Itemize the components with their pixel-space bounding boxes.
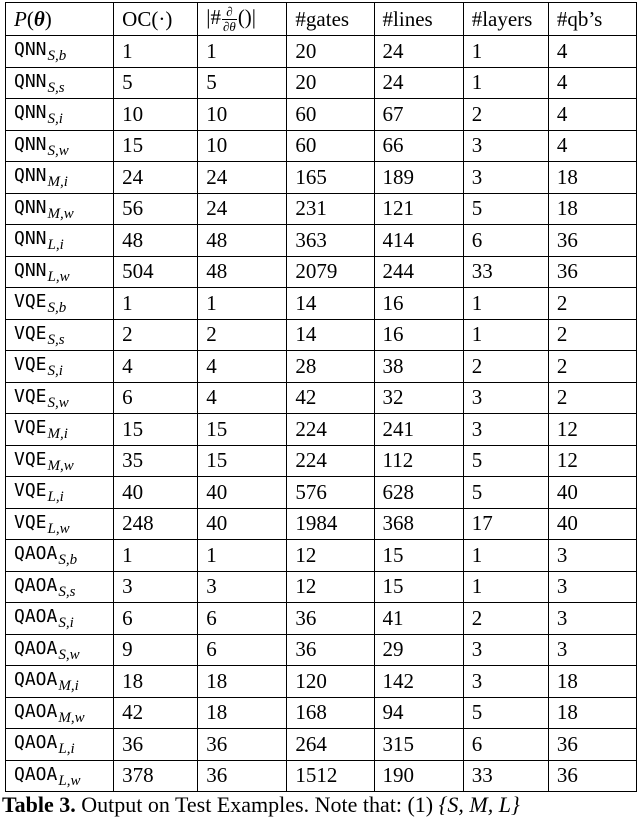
- cell-program: [6, 414, 114, 446]
- cell-program: [6, 540, 114, 572]
- cell-oc: 2: [114, 319, 198, 351]
- cell-lines: 628: [374, 477, 463, 509]
- program-name: QAOA: [14, 700, 58, 722]
- header-derivative-suffix: ()|: [237, 4, 257, 29]
- table-row: [6, 508, 637, 540]
- cell-deriv: 6: [198, 603, 287, 635]
- program-subscript: L,w: [58, 772, 81, 789]
- cell-oc: 35: [114, 445, 198, 477]
- cell-oc: 6: [114, 603, 198, 635]
- cell-deriv: 10: [198, 130, 287, 162]
- header-row: [6, 3, 637, 36]
- cell-program: [6, 67, 114, 99]
- program-name: VQE: [14, 511, 47, 533]
- cell-deriv: 48: [198, 256, 287, 288]
- program-subscript: S,w: [47, 394, 69, 411]
- program-name: QNN: [14, 259, 47, 281]
- cell-gates: 14: [287, 319, 374, 351]
- cell-oc: 36: [114, 729, 198, 761]
- cell-gates: 28: [287, 351, 374, 383]
- program-subscript: S,b: [47, 300, 67, 317]
- header-program-p: P: [14, 6, 27, 31]
- cell-layers: 1: [463, 540, 548, 572]
- cell-gates: 20: [287, 36, 374, 68]
- program-name: QAOA: [14, 732, 58, 754]
- cell-gates: 12: [287, 540, 374, 572]
- cell-deriv: 1: [198, 36, 287, 68]
- cell-qubits: 4: [548, 99, 636, 131]
- cell-layers: 6: [463, 729, 548, 761]
- cell-deriv: 24: [198, 193, 287, 225]
- program-subscript: L,i: [47, 489, 64, 506]
- cell-program: [6, 477, 114, 509]
- cell-oc: 4: [114, 351, 198, 383]
- cell-lines: 24: [374, 36, 463, 68]
- cell-lines: 368: [374, 508, 463, 540]
- header-program-lparen: (: [26, 6, 34, 31]
- cell-deriv: 5: [198, 67, 287, 99]
- program-subscript: S,i: [47, 111, 63, 128]
- cell-lines: 315: [374, 729, 463, 761]
- cell-layers: 1: [463, 36, 548, 68]
- cell-qubits: 18: [548, 697, 636, 729]
- cell-program: [6, 729, 114, 761]
- cell-lines: 24: [374, 67, 463, 99]
- program-name: VQE: [14, 354, 47, 376]
- cell-layers: 17: [463, 508, 548, 540]
- cell-oc: 6: [114, 382, 198, 414]
- cell-oc: 1: [114, 288, 198, 320]
- cell-qubits: 18: [548, 666, 636, 698]
- cell-lines: 244: [374, 256, 463, 288]
- cell-qubits: 2: [548, 351, 636, 383]
- cell-lines: 29: [374, 634, 463, 666]
- cell-program: [6, 193, 114, 225]
- table-row: [6, 256, 637, 288]
- cell-lines: 41: [374, 603, 463, 635]
- partial-fraction: [222, 5, 237, 33]
- cell-program: [6, 697, 114, 729]
- cell-layers: 5: [463, 477, 548, 509]
- cell-program: [6, 225, 114, 257]
- program-subscript: S,i: [47, 363, 63, 380]
- cell-layers: 1: [463, 319, 548, 351]
- cell-lines: 38: [374, 351, 463, 383]
- cell-lines: 121: [374, 193, 463, 225]
- cell-deriv: 2: [198, 319, 287, 351]
- cell-deriv: 3: [198, 571, 287, 603]
- cell-gates: 231: [287, 193, 374, 225]
- header-program-rparen: ): [44, 6, 52, 31]
- results-table: [5, 2, 637, 792]
- cell-qubits: 36: [548, 256, 636, 288]
- cell-lines: 189: [374, 162, 463, 194]
- cell-oc: 56: [114, 193, 198, 225]
- cell-gates: 1984: [287, 508, 374, 540]
- cell-program: [6, 130, 114, 162]
- cell-gates: 363: [287, 225, 374, 257]
- cell-gates: 264: [287, 729, 374, 761]
- cell-gates: 168: [287, 697, 374, 729]
- cell-qubits: 12: [548, 445, 636, 477]
- header-program: [6, 3, 114, 36]
- table-row: [6, 414, 637, 446]
- cell-program: [6, 36, 114, 68]
- cell-layers: 2: [463, 351, 548, 383]
- table-row: [6, 634, 637, 666]
- table-row: [6, 603, 637, 635]
- table-row: [6, 477, 637, 509]
- cell-qubits: 3: [548, 603, 636, 635]
- program-name: QNN: [14, 165, 47, 187]
- cell-qubits: 2: [548, 382, 636, 414]
- cell-deriv: 40: [198, 477, 287, 509]
- cell-program: [6, 382, 114, 414]
- cell-gates: 12: [287, 571, 374, 603]
- cell-program: [6, 760, 114, 792]
- cell-oc: 42: [114, 697, 198, 729]
- cell-program: [6, 288, 114, 320]
- cell-gates: 42: [287, 382, 374, 414]
- cell-qubits: 36: [548, 760, 636, 792]
- cell-qubits: 40: [548, 477, 636, 509]
- cell-lines: 94: [374, 697, 463, 729]
- cell-layers: 5: [463, 445, 548, 477]
- cell-gates: 60: [287, 99, 374, 131]
- cell-qubits: 3: [548, 540, 636, 572]
- header-layers: #layers: [463, 3, 548, 36]
- cell-gates: 165: [287, 162, 374, 194]
- cell-layers: 1: [463, 288, 548, 320]
- cell-deriv: 1: [198, 288, 287, 320]
- cell-deriv: 4: [198, 382, 287, 414]
- cell-deriv: 6: [198, 634, 287, 666]
- table-row: [6, 130, 637, 162]
- cell-gates: 224: [287, 445, 374, 477]
- cell-gates: 20: [287, 67, 374, 99]
- table-row: [6, 351, 637, 383]
- cell-layers: 5: [463, 193, 548, 225]
- cell-layers: 3: [463, 130, 548, 162]
- cell-qubits: 36: [548, 729, 636, 761]
- program-subscript: S,s: [47, 79, 65, 96]
- cell-layers: 33: [463, 760, 548, 792]
- cell-qubits: 40: [548, 508, 636, 540]
- header-program-theta: θ: [33, 6, 45, 31]
- cell-deriv: 15: [198, 445, 287, 477]
- partial-denominator: ∂θ: [223, 18, 236, 34]
- program-subscript: L,i: [47, 237, 64, 254]
- header-lines: #lines: [374, 3, 463, 36]
- cell-program: [6, 445, 114, 477]
- cell-deriv: 24: [198, 162, 287, 194]
- caption-text: Output on Test Examples. Note that: (1): [75, 792, 439, 817]
- partial-numerator: ∂: [222, 5, 237, 20]
- program-name: QAOA: [14, 606, 58, 628]
- program-subscript: S,w: [47, 142, 69, 159]
- header-qubits: #qb’s: [548, 3, 636, 36]
- table-row: [6, 225, 637, 257]
- program-subscript: L,w: [47, 268, 70, 285]
- cell-lines: 241: [374, 414, 463, 446]
- cell-layers: 3: [463, 666, 548, 698]
- table-row: [6, 571, 637, 603]
- table-body: [6, 36, 637, 792]
- cell-oc: 1: [114, 540, 198, 572]
- program-name: QNN: [14, 70, 47, 92]
- cell-layers: 2: [463, 603, 548, 635]
- cell-layers: 3: [463, 414, 548, 446]
- cell-gates: 36: [287, 603, 374, 635]
- cell-layers: 33: [463, 256, 548, 288]
- program-subscript: M,w: [47, 457, 74, 474]
- program-subscript: M,i: [58, 678, 79, 695]
- cell-oc: 9: [114, 634, 198, 666]
- cell-lines: 67: [374, 99, 463, 131]
- cell-lines: 190: [374, 760, 463, 792]
- program-subscript: L,i: [58, 741, 75, 758]
- cell-qubits: 18: [548, 193, 636, 225]
- cell-oc: 3: [114, 571, 198, 603]
- cell-qubits: 36: [548, 225, 636, 257]
- program-name: QNN: [14, 39, 47, 61]
- cell-qubits: 4: [548, 130, 636, 162]
- program-subscript: S,b: [47, 48, 67, 65]
- table-row: [6, 36, 637, 68]
- cell-layers: 1: [463, 67, 548, 99]
- cell-deriv: 10: [198, 99, 287, 131]
- program-subscript: M,w: [58, 709, 85, 726]
- table-row: [6, 445, 637, 477]
- table-row: [6, 760, 637, 792]
- table-caption: [2, 792, 520, 818]
- cell-gates: 2079: [287, 256, 374, 288]
- table-row: [6, 67, 637, 99]
- header-gates: #gates: [287, 3, 374, 36]
- cell-oc: 48: [114, 225, 198, 257]
- cell-deriv: 40: [198, 508, 287, 540]
- program-subscript: M,i: [47, 426, 68, 443]
- program-name: VQE: [14, 322, 47, 344]
- cell-program: [6, 571, 114, 603]
- cell-qubits: 3: [548, 634, 636, 666]
- program-subscript: L,w: [47, 520, 70, 537]
- cell-oc: 24: [114, 162, 198, 194]
- table-row: [6, 382, 637, 414]
- cell-gates: 120: [287, 666, 374, 698]
- cell-deriv: 4: [198, 351, 287, 383]
- cell-deriv: 36: [198, 760, 287, 792]
- program-name: VQE: [14, 291, 47, 313]
- cell-lines: 414: [374, 225, 463, 257]
- caption-label: Table 3.: [2, 792, 76, 817]
- program-name: QAOA: [14, 763, 58, 785]
- program-name: QNN: [14, 133, 47, 155]
- cell-deriv: 1: [198, 540, 287, 572]
- program-name: QNN: [14, 102, 47, 124]
- table-row: [6, 319, 637, 351]
- cell-qubits: 2: [548, 319, 636, 351]
- cell-deriv: 48: [198, 225, 287, 257]
- program-subscript: M,w: [47, 205, 74, 222]
- cell-qubits: 18: [548, 162, 636, 194]
- cell-qubits: 2: [548, 288, 636, 320]
- program-name: VQE: [14, 480, 47, 502]
- program-subscript: S,s: [58, 583, 76, 600]
- program-subscript: S,s: [47, 331, 65, 348]
- program-subscript: S,i: [58, 615, 74, 632]
- cell-oc: 15: [114, 414, 198, 446]
- cell-lines: 16: [374, 288, 463, 320]
- cell-gates: 36: [287, 634, 374, 666]
- header-oc: OC(·): [114, 3, 198, 36]
- cell-program: [6, 508, 114, 540]
- cell-layers: 5: [463, 697, 548, 729]
- program-name: VQE: [14, 385, 47, 407]
- program-subscript: S,w: [58, 646, 80, 663]
- cell-program: [6, 666, 114, 698]
- cell-program: [6, 634, 114, 666]
- caption-math: {S, M, L}: [438, 792, 520, 817]
- cell-oc: 10: [114, 99, 198, 131]
- cell-gates: 1512: [287, 760, 374, 792]
- cell-program: [6, 162, 114, 194]
- table-row: [6, 729, 637, 761]
- cell-deriv: 18: [198, 697, 287, 729]
- cell-oc: 248: [114, 508, 198, 540]
- cell-deriv: 15: [198, 414, 287, 446]
- cell-program: [6, 256, 114, 288]
- cell-layers: 3: [463, 634, 548, 666]
- cell-qubits: 3: [548, 571, 636, 603]
- cell-oc: 5: [114, 67, 198, 99]
- header-derivative: [198, 3, 287, 36]
- program-subscript: S,b: [58, 552, 78, 569]
- cell-layers: 6: [463, 225, 548, 257]
- program-subscript: M,i: [47, 174, 68, 191]
- cell-layers: 2: [463, 99, 548, 131]
- table-row: [6, 288, 637, 320]
- cell-lines: 15: [374, 540, 463, 572]
- cell-layers: 3: [463, 162, 548, 194]
- cell-lines: 142: [374, 666, 463, 698]
- cell-oc: 18: [114, 666, 198, 698]
- cell-lines: 112: [374, 445, 463, 477]
- cell-qubits: 4: [548, 36, 636, 68]
- cell-oc: 378: [114, 760, 198, 792]
- program-name: QAOA: [14, 574, 58, 596]
- cell-deriv: 36: [198, 729, 287, 761]
- cell-program: [6, 603, 114, 635]
- cell-gates: 60: [287, 130, 374, 162]
- cell-qubits: 12: [548, 414, 636, 446]
- cell-lines: 16: [374, 319, 463, 351]
- cell-oc: 15: [114, 130, 198, 162]
- table-row: [6, 666, 637, 698]
- program-name: QAOA: [14, 543, 58, 565]
- table-row: [6, 193, 637, 225]
- program-name: QAOA: [14, 637, 58, 659]
- program-name: QNN: [14, 228, 47, 250]
- cell-gates: 576: [287, 477, 374, 509]
- cell-program: [6, 99, 114, 131]
- program-name: QNN: [14, 196, 47, 218]
- program-name: VQE: [14, 417, 47, 439]
- table-row: [6, 99, 637, 131]
- cell-qubits: 4: [548, 67, 636, 99]
- header-derivative-prefix: |#: [206, 4, 221, 29]
- cell-gates: 224: [287, 414, 374, 446]
- cell-gates: 14: [287, 288, 374, 320]
- program-name: VQE: [14, 448, 47, 470]
- table-row: [6, 540, 637, 572]
- cell-deriv: 18: [198, 666, 287, 698]
- table-row: [6, 697, 637, 729]
- cell-layers: 3: [463, 382, 548, 414]
- cell-oc: 504: [114, 256, 198, 288]
- cell-lines: 32: [374, 382, 463, 414]
- cell-oc: 40: [114, 477, 198, 509]
- cell-layers: 1: [463, 571, 548, 603]
- table-row: [6, 162, 637, 194]
- cell-program: [6, 319, 114, 351]
- cell-lines: 66: [374, 130, 463, 162]
- cell-oc: 1: [114, 36, 198, 68]
- cell-program: [6, 351, 114, 383]
- program-name: QAOA: [14, 669, 58, 691]
- cell-lines: 15: [374, 571, 463, 603]
